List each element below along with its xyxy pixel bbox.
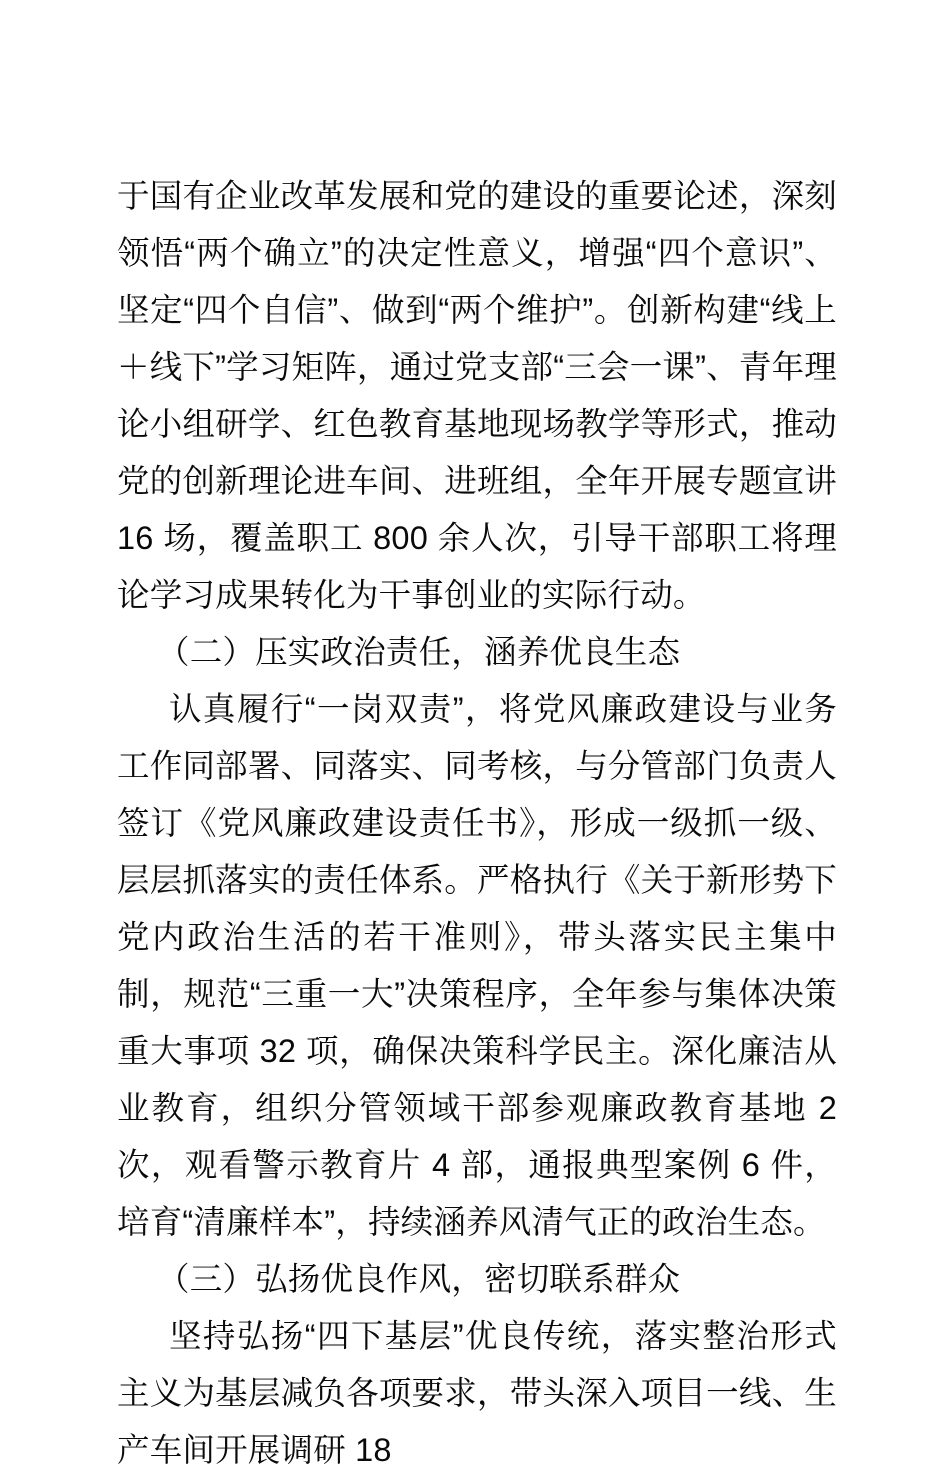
paragraph-section-two-body: 认真履行“一岗双责”，将党风廉政建设与业务工作同部署、同落实、同考核，与分管部门负责人签订《党风廉政建设责任书》，形成一级抓一级、层层抓落实的责任体系。严格执行《关于新形势下党内政治生活的若干准则》，带头落实民主集中制，规范“三重一大”决策程序，全年参与集体决策重大事项 32 项，确保决策科学民主。深化廉洁从业教育，组织分管领域干部参观廉政教育基地 2 次，观看警示教育片 4 部，通报典型案例 6 件，培育“清廉样本”，持续涵养风清气正的政治生态。 <box>117 691 837 1240</box>
paragraph-continued-from-previous-page: 于国有企业改革发展和党的建设的重要论述，深刻领悟“两个确立”的决定性意义，增强“四个意识”、坚定“四个自信”、做到“两个维护”。创新构建“线上＋线下”学习矩阵，通过党支部“三会一课”、青年理论小组研学、红色教育基地现场教学等形式，推动党的创新理论进车间、进班组，全年开展专题宣讲 16 场，覆盖职工 800 余人次，引导干部职工将理论学习成果转化为干事创业的实际行动。 <box>117 178 837 613</box>
section-heading-three: （三）弘扬优良作风，密切联系群众 <box>157 1261 681 1297</box>
paragraph-section-three-body: 坚持弘扬“四下基层”优良传统，落实整治形式主义为基层减负各项要求，带头深入项目一线、生产车间开展调研 18 <box>117 1318 837 1468</box>
section-heading-two: （二）压实政治责任，涵养优良生态 <box>157 634 681 670</box>
document-text-body <box>117 168 837 1479</box>
